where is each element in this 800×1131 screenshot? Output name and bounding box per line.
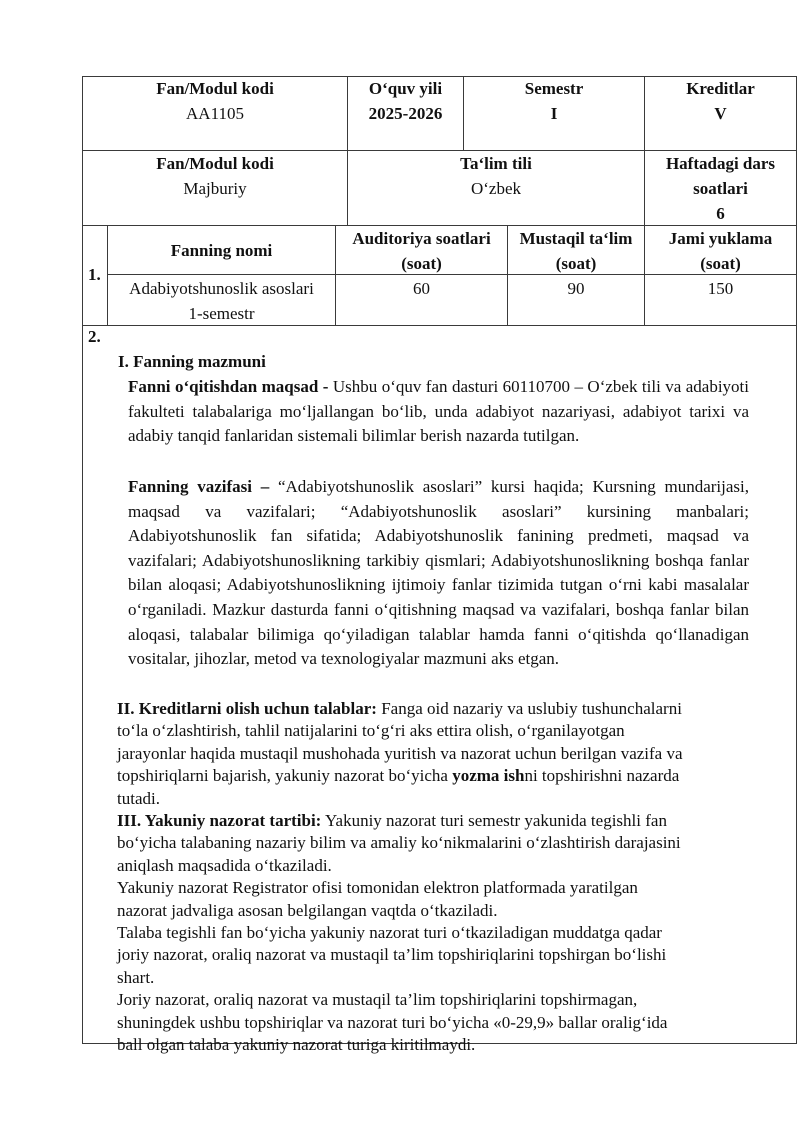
row2-code-cell — [83, 151, 347, 201]
table-border-right — [796, 76, 797, 1044]
exclusion-text-2: shuningdek ushbu topshiriqlar va nazorat turi bo‘yicha «0-29,9» ballar oralig‘ida — [117, 1012, 668, 1032]
academic-year-label: O‘quv yili — [368, 79, 443, 98]
section-2-number: 2. — [88, 327, 101, 346]
credit-requirements-paragraph: II. Kreditlarni olish uchun talablar: Fanga oid nazariy va uslubiy tushunchalarni to‘la o‘zlashtirish, tahlil natijalarini to‘g‘ri aks ettira olish, o‘rganilayotgan jarayonlar haqida mustaqil mushohada yuritish va nazorat uchun berilgan vazifa va topshiriqlarni bajarish, yakuniy nazorat bo‘yicha yozma ishni topshirishni nazarda tutadi. III. Yakuniy nazorat tartibi: Yakuniy nazorat turi semestr yakunida tegishli fan bo‘yicha talabaning nazariy bilim va amaliy ko‘nikmalarini o‘zlashtirish darajasini aniqlash maqsadida o‘tkaziladi. Yakuniy nazorat Registrator ofisi tomonidan elektron platformada yaratilgan nazorat jadvaliga asosan belgilangan vaqtda o‘tkaziladi. Talaba tegishli fan bo‘yicha yakuniy nazorat turi o‘tkaziladigan muddatga qadar joriy nazorat, oraliq nazorat va mustaqil ta’lim topshiriqlarini topshirgan bo‘lishi shart. Joriy nazorat, oraliq nazorat va mustaqil ta’lim topshiriqlarini topshirmagan, shuningdek ushbu topshiriqlar va nazorat turi bo‘yicha «0-29,9» ballar oralig‘ida ball olgan talaba yakuniy nazorat turiga kiritilmaydi. — [117, 698, 792, 1057]
row2-hours-cell — [645, 151, 796, 226]
self-study-value: 90 — [567, 279, 585, 298]
row1-credits-cell — [645, 76, 796, 126]
weekly-hours-label-1: Haftadagi dars — [665, 154, 776, 173]
weekly-hours-value: 6 — [716, 204, 725, 223]
deadline-text-3: shart. — [117, 967, 155, 987]
deadline-text-2: joriy nazorat, oraliq nazorat va mustaqil ta’lim topshiriqlarini topshirgan bo‘lishi — [117, 945, 667, 965]
self-study-header: Mustaqil ta‘lim (soat) — [519, 229, 633, 273]
subject-name-value: Adabiyotshunoslik asoslari 1-semestr — [129, 279, 314, 323]
deadline-text-1: Talaba tegishli fan bo‘yicha yakuniy nazorat turi o‘tkaziladigan muddatga qadar — [117, 923, 662, 943]
semester-label: Semestr — [524, 79, 584, 98]
goal-label: Fanni o‘qitishdan maqsad - — [128, 377, 329, 396]
language-label: Ta‘lim tili — [460, 154, 532, 173]
row2-lang-cell — [348, 151, 644, 201]
weekly-hours-label-2: soatlari — [693, 179, 748, 198]
subject-name-header: Fanning nomi — [170, 241, 273, 260]
language-value: O‘zbek — [470, 179, 522, 198]
table-border-left — [82, 76, 83, 1044]
module-type-value: Majburiy — [183, 179, 247, 198]
exclusion-text-3: ball olgan talaba yakuniy nazorat turiga kiritilmaydi. — [117, 1035, 476, 1055]
tasks-text: “Adabiyotshunoslik asoslari” kursi haqida; Kursning mundarijasi, maqsad va vazifalari; “Adabiyotshunoslik asoslari” kursining manbalari; Adabiyotshunoslik fan sifatida; Adabiyotshunoslik fanining predmeti, maqsad va vazifalari; Adabiyotshunoslikning tarkibiy qismlari; Adabiyotshunoslikning boshqa fanlar bilan aloqasi; Adabiyotshunoslikning ijtimoiy fanlar tizimida tutgan o‘rni kabi masalalar o‘rganiladi. Mazkur dasturda fanni o‘qitishning maqsad va vazifalari, boshqa fanlar bilan aloqasi, talabalar bilimiga qo‘yiladigan talablar hamda fanni o‘qitishda qo‘llanadigan vositalar, jihozlar, metod va texnologiyalar mazmuni aks etgan. — [128, 477, 749, 669]
content-heading: I. Fanning mazmuni — [118, 352, 266, 371]
credits-value: V — [714, 104, 727, 123]
registrar-text-1: Yakuniy nazorat Registrator ofisi tomonidan elektron platformada yaratilgan — [117, 878, 638, 898]
section-1-number: 1. — [88, 265, 101, 284]
academic-year-value: 2025-2026 — [368, 104, 443, 123]
exclusion-text-1: Joriy nazorat, oraliq nazorat va mustaqil ta’lim topshiriqlarini topshirmagan, — [117, 990, 638, 1010]
module-code-value: AA1105 — [186, 104, 244, 123]
final-control-label: III. Yakuniy nazorat tartibi: — [117, 811, 322, 831]
credits-label: Kreditlar — [686, 79, 755, 98]
semester-value: I — [550, 104, 558, 123]
goal-text: Ushbu o‘quv fan dasturi 60110700 – O‘zbek tili va adabiyoti fakulteti talabalariga mo‘ljallangan bo‘lib, unda adabiyot nazariyasi, adabiyot tarixi va adabiy tanqid fanlaridan sistemali bilimlar berish nazarda tutilgan. — [128, 377, 749, 446]
row1-year-cell — [348, 76, 463, 126]
total-load-header: Jami yuklama (soat) — [668, 229, 773, 273]
module-code-label: Fan/Modul kodi — [156, 79, 274, 98]
tasks-label: Fanning vazifasi – — [128, 477, 270, 496]
row1-code-cell — [83, 76, 347, 126]
registrar-text-2: nazorat jadvaliga asosan belgilangan vaqtda o‘tkaziladi. — [117, 900, 498, 920]
row1-semester-cell — [464, 76, 644, 126]
goal-paragraph — [128, 375, 749, 449]
auditory-hours-value: 60 — [413, 279, 430, 298]
total-load-value: 150 — [707, 279, 734, 298]
auditory-hours-header: Auditoriya soatlari (soat) — [352, 229, 491, 273]
tasks-paragraph — [128, 475, 749, 672]
written-work-emphasis: yozma ish — [452, 766, 525, 786]
module-type-label: Fan/Modul kodi — [156, 154, 274, 173]
credit-requirements-label: II. Kreditlarni olish uchun talablar: — [117, 699, 377, 718]
